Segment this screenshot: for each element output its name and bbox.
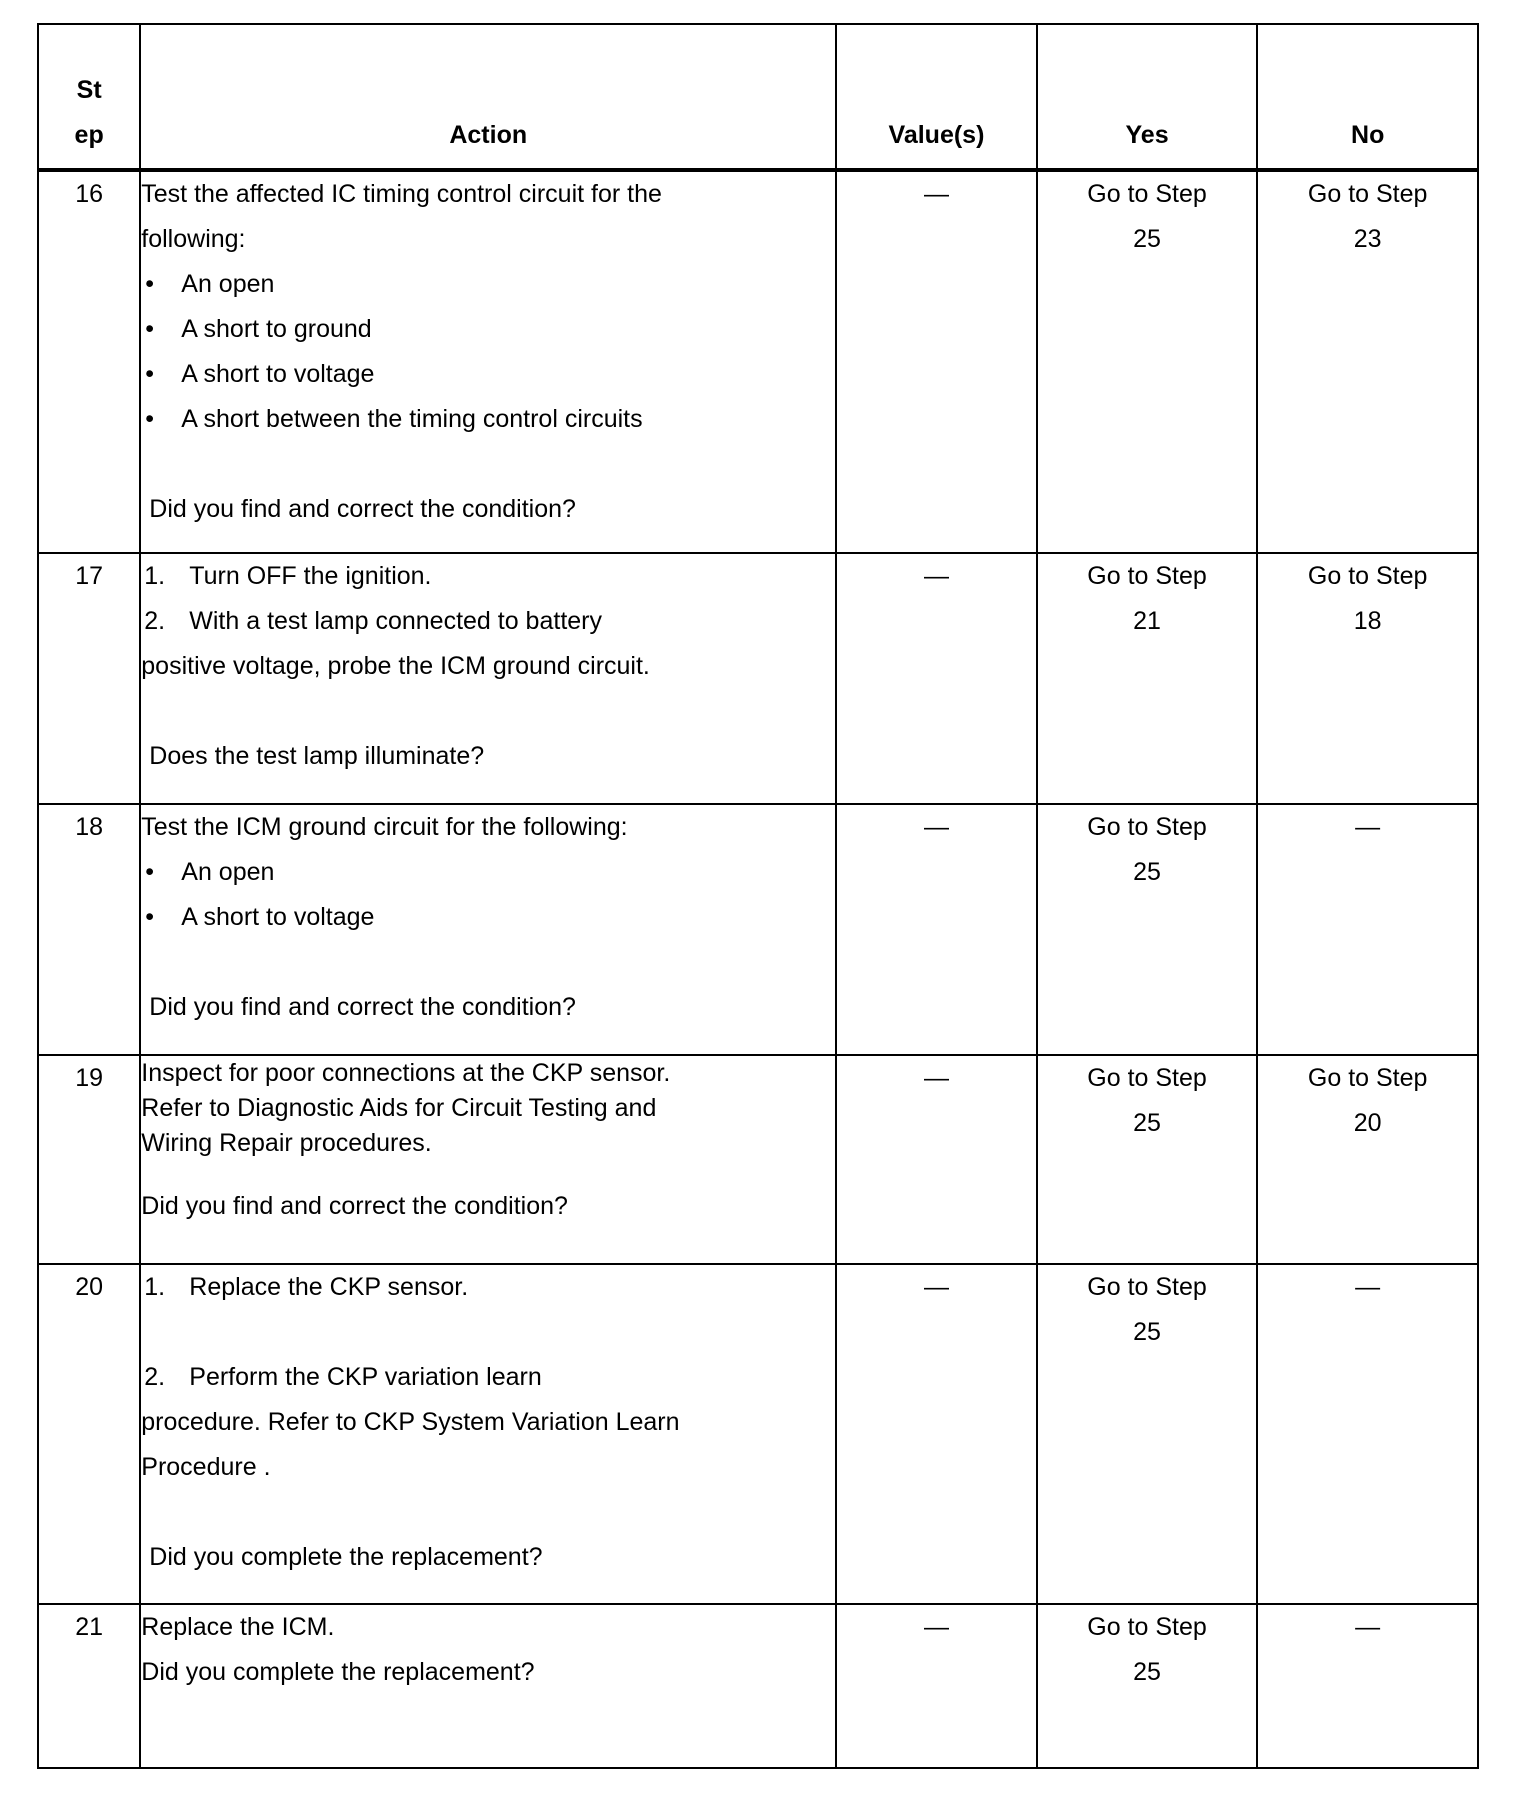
bullet-icon: • — [145, 405, 155, 433]
numbered-item: 1. Replace the CKP sensor. — [144, 1273, 469, 1301]
yes-cell: Go to Step 25 — [1037, 1604, 1258, 1768]
step-number: 17 — [38, 553, 140, 804]
step-number: 18 — [38, 804, 140, 1055]
no-cell: Go to Step 18 — [1257, 553, 1478, 804]
question-text: Did you complete the replacement? — [149, 1543, 543, 1571]
list-item: • A short to ground — [141, 307, 835, 352]
step-number: 19 — [38, 1055, 140, 1264]
numbered-item: 2. With a test lamp connected to battery — [144, 607, 602, 635]
numbered-item: 1. Turn OFF the ignition. — [144, 562, 432, 590]
list-item: • A short to voltage — [141, 895, 835, 940]
yes-cell: Go to Step 21 — [1037, 553, 1258, 804]
bullet-icon: • — [145, 315, 155, 343]
step-number: 16 — [38, 170, 140, 553]
table-row — [38, 1264, 1478, 1604]
step-header: St ep — [38, 24, 140, 170]
list-item: • A short to voltage — [141, 352, 835, 397]
value-cell: — — [836, 1264, 1037, 1604]
no-cell: Go to Step 23 — [1257, 170, 1478, 553]
table-row — [38, 1604, 1478, 1768]
no-cell: — — [1257, 1604, 1478, 1768]
table-row — [38, 170, 1478, 553]
yes-header: Yes — [1037, 24, 1258, 170]
question-text: Did you find and correct the condition? — [141, 1192, 568, 1220]
yes-cell: Go to Step 25 — [1037, 1264, 1258, 1604]
bullet-icon: • — [145, 903, 155, 931]
question-text: Did you find and correct the condition? — [149, 993, 576, 1021]
no-header: No — [1257, 24, 1478, 170]
step-number: 21 — [38, 1604, 140, 1768]
value-cell: — — [836, 1055, 1037, 1264]
value-cell: — — [836, 170, 1037, 553]
question-text: Did you find and correct the condition? — [149, 495, 576, 523]
question-text: Does the test lamp illuminate? — [149, 742, 485, 770]
value-cell: — — [836, 553, 1037, 804]
no-cell: Go to Step 20 — [1257, 1055, 1478, 1264]
action-cell: 1. Turn OFF the ignition. 2. With a test lamp connected to battery positive voltage, probe the ICM ground circuit. Does the test lamp illuminate? — [140, 553, 836, 804]
yes-cell: Go to Step 25 — [1037, 170, 1258, 553]
list-item: • An open — [141, 262, 835, 307]
action-cell: Inspect for poor connections at the CKP sensor. Refer to Diagnostic Aids for Circuit Testing and Wiring Repair procedures. Did you find and correct the condition? — [140, 1055, 836, 1264]
question-text: Did you complete the replacement? — [141, 1658, 535, 1686]
diagnostic-table — [37, 23, 1479, 1769]
action-header: Action — [140, 24, 836, 170]
list-item: • A short between the timing control circuits — [141, 397, 835, 442]
list-item: • An open — [141, 850, 835, 895]
action-cell: Test the affected IC timing control circuit for the following: • An open • A short to ground • A short to voltage • A short between the timing control circuits Did you find and correct the condition? — [140, 170, 836, 553]
table-row — [38, 1055, 1478, 1264]
no-cell: — — [1257, 1264, 1478, 1604]
table-row — [38, 804, 1478, 1055]
numbered-item: 2. Perform the CKP variation learn — [144, 1363, 542, 1391]
yes-cell: Go to Step 25 — [1037, 804, 1258, 1055]
bullet-icon: • — [145, 270, 155, 298]
value-cell: — — [836, 1604, 1037, 1768]
no-cell: — — [1257, 804, 1478, 1055]
values-header: Value(s) — [836, 24, 1037, 170]
value-cell: — — [836, 804, 1037, 1055]
step-number: 20 — [38, 1264, 140, 1604]
table-row — [38, 553, 1478, 804]
action-cell: Replace the ICM. Did you complete the replacement? — [140, 1604, 836, 1768]
bullet-icon: • — [145, 858, 155, 886]
yes-cell: Go to Step 25 — [1037, 1055, 1258, 1264]
bullet-icon: • — [145, 360, 155, 388]
header-row — [38, 24, 1478, 170]
action-cell: 1. Replace the CKP sensor. 2. Perform the CKP variation learn procedure. Refer to CKP System Variation Learn Procedure . Did you complete the replacement? — [140, 1264, 836, 1604]
action-cell: Test the ICM ground circuit for the following: • An open • A short to voltage Did you find and correct the condition? — [140, 804, 836, 1055]
